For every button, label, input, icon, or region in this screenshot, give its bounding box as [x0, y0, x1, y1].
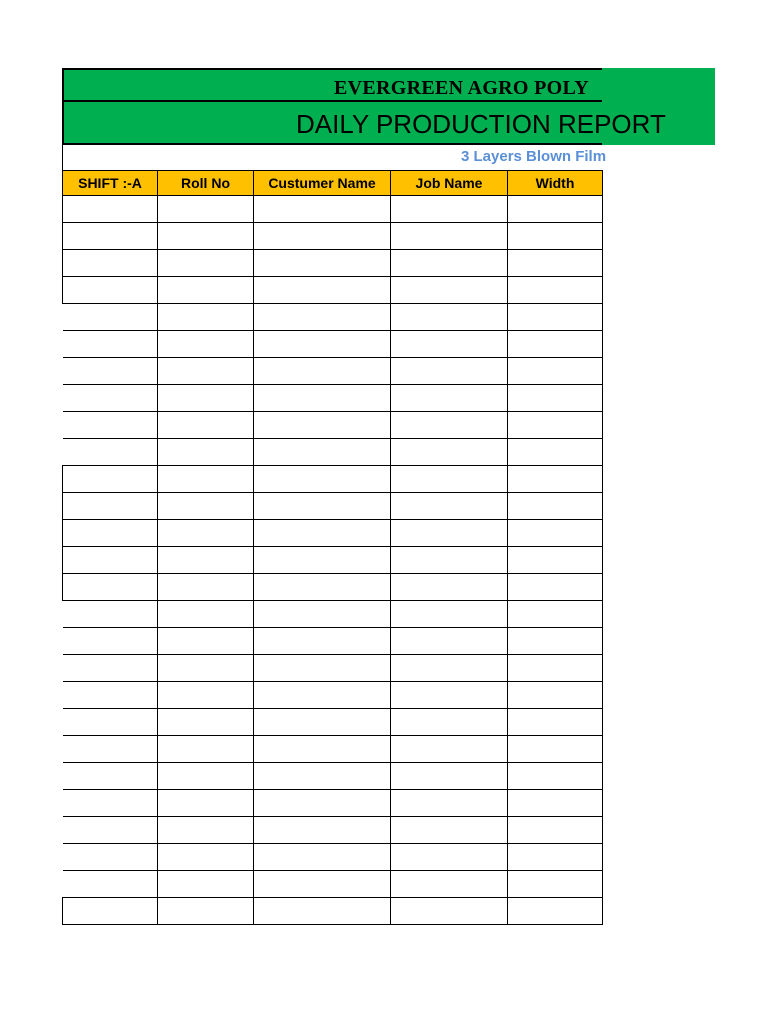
cell-width[interactable]	[508, 331, 603, 358]
col-header-width[interactable]: Width	[508, 171, 603, 196]
cell-job-name[interactable]	[391, 655, 508, 682]
cell-roll-no[interactable]	[158, 331, 254, 358]
col-header-job-name[interactable]: Job Name	[391, 171, 508, 196]
cell-roll-no[interactable]	[158, 547, 254, 574]
cell-roll-no[interactable]	[158, 601, 254, 628]
cell-customer-name[interactable]	[254, 358, 391, 385]
table-row	[63, 790, 603, 817]
cell-job-name[interactable]	[391, 196, 508, 223]
cell-roll-no[interactable]	[158, 655, 254, 682]
cell-width[interactable]	[508, 763, 603, 790]
cell-shift[interactable]	[63, 655, 158, 682]
cell-job-name[interactable]	[391, 547, 508, 574]
cell-width[interactable]	[508, 277, 603, 304]
cell-shift[interactable]	[63, 898, 158, 925]
cell-customer-name[interactable]	[254, 385, 391, 412]
cell-width[interactable]	[508, 682, 603, 709]
table-row	[63, 844, 603, 871]
cell-shift[interactable]	[63, 574, 158, 601]
cell-customer-name[interactable]	[254, 709, 391, 736]
table-row	[63, 304, 603, 331]
cell-width[interactable]	[508, 250, 603, 277]
cell-job-name[interactable]	[391, 277, 508, 304]
cell-roll-no[interactable]	[158, 358, 254, 385]
cell-job-name[interactable]	[391, 682, 508, 709]
cell-roll-no[interactable]	[158, 412, 254, 439]
cell-roll-no[interactable]	[158, 817, 254, 844]
table-header-row	[63, 171, 603, 196]
cell-customer-name[interactable]	[254, 331, 391, 358]
cell-job-name[interactable]	[391, 898, 508, 925]
cell-customer-name[interactable]	[254, 736, 391, 763]
cell-customer-name[interactable]	[254, 628, 391, 655]
cell-job-name[interactable]	[391, 439, 508, 466]
cell-width[interactable]	[508, 520, 603, 547]
cell-job-name[interactable]	[391, 520, 508, 547]
table-row	[63, 412, 603, 439]
cell-customer-name[interactable]	[254, 574, 391, 601]
cell-customer-name[interactable]	[254, 547, 391, 574]
cell-shift[interactable]	[63, 817, 158, 844]
cell-roll-no[interactable]	[158, 493, 254, 520]
cell-width[interactable]	[508, 385, 603, 412]
cell-roll-no[interactable]	[158, 223, 254, 250]
subtitle-cell[interactable]	[62, 145, 607, 170]
cell-width[interactable]	[508, 466, 603, 493]
cell-customer-name[interactable]	[254, 817, 391, 844]
cell-shift[interactable]	[63, 736, 158, 763]
cell-shift[interactable]	[63, 331, 158, 358]
cell-shift[interactable]	[63, 304, 158, 331]
cell-width[interactable]	[508, 628, 603, 655]
cell-width[interactable]	[508, 898, 603, 925]
cell-roll-no[interactable]	[158, 790, 254, 817]
cell-job-name[interactable]	[391, 763, 508, 790]
cell-customer-name[interactable]	[254, 493, 391, 520]
cell-customer-name[interactable]	[254, 898, 391, 925]
cell-shift[interactable]	[63, 709, 158, 736]
cell-roll-no[interactable]	[158, 466, 254, 493]
table-row	[63, 655, 603, 682]
cell-job-name[interactable]	[391, 223, 508, 250]
cell-width[interactable]	[508, 304, 603, 331]
cell-job-name[interactable]	[391, 574, 508, 601]
cell-width[interactable]	[508, 412, 603, 439]
cell-job-name[interactable]	[391, 817, 508, 844]
cell-shift[interactable]	[63, 358, 158, 385]
cell-customer-name[interactable]	[254, 871, 391, 898]
cell-roll-no[interactable]	[158, 736, 254, 763]
company-name: EVERGREEN AGRO POLY	[334, 77, 590, 99]
cell-customer-name[interactable]	[254, 790, 391, 817]
cell-shift[interactable]	[63, 844, 158, 871]
cell-roll-no[interactable]	[158, 250, 254, 277]
table-body	[63, 196, 603, 925]
col-header-shift[interactable]: SHIFT :-A	[63, 171, 158, 196]
cell-customer-name[interactable]	[254, 520, 391, 547]
cell-roll-no[interactable]	[158, 439, 254, 466]
table-row	[63, 736, 603, 763]
cell-width[interactable]	[508, 817, 603, 844]
cell-customer-name[interactable]	[254, 466, 391, 493]
cell-roll-no[interactable]	[158, 196, 254, 223]
table-row	[63, 277, 603, 304]
cell-shift[interactable]	[63, 763, 158, 790]
cell-shift[interactable]	[63, 493, 158, 520]
cell-job-name[interactable]	[391, 601, 508, 628]
cell-width[interactable]	[508, 574, 603, 601]
cell-shift[interactable]	[63, 385, 158, 412]
cell-width[interactable]	[508, 493, 603, 520]
table-row	[63, 250, 603, 277]
table-row	[63, 385, 603, 412]
report-subtitle: 3 Layers Blown Film	[461, 148, 607, 165]
table-row	[63, 574, 603, 601]
table-row	[63, 493, 603, 520]
cell-shift[interactable]	[63, 520, 158, 547]
table-row	[63, 466, 603, 493]
table-row	[63, 331, 603, 358]
cell-roll-no[interactable]	[158, 385, 254, 412]
cell-job-name[interactable]	[391, 628, 508, 655]
cell-job-name[interactable]	[391, 358, 508, 385]
table-row	[63, 547, 603, 574]
cell-roll-no[interactable]	[158, 574, 254, 601]
cell-customer-name[interactable]	[254, 655, 391, 682]
cell-shift[interactable]	[63, 547, 158, 574]
table-row	[63, 682, 603, 709]
cell-customer-name[interactable]	[254, 277, 391, 304]
table-row	[63, 871, 603, 898]
production-table	[62, 170, 603, 925]
cell-shift[interactable]	[63, 412, 158, 439]
cell-roll-no[interactable]	[158, 871, 254, 898]
cell-job-name[interactable]	[391, 493, 508, 520]
cell-job-name[interactable]	[391, 790, 508, 817]
cell-job-name[interactable]	[391, 871, 508, 898]
cell-roll-no[interactable]	[158, 898, 254, 925]
cell-width[interactable]	[508, 601, 603, 628]
cell-shift[interactable]	[63, 790, 158, 817]
table-row	[63, 763, 603, 790]
table-row	[63, 817, 603, 844]
cell-job-name[interactable]	[391, 304, 508, 331]
cell-customer-name[interactable]	[254, 196, 391, 223]
cell-shift[interactable]	[63, 223, 158, 250]
cell-customer-name[interactable]	[254, 304, 391, 331]
cell-roll-no[interactable]	[158, 628, 254, 655]
cell-width[interactable]	[508, 790, 603, 817]
cell-shift[interactable]	[63, 439, 158, 466]
cell-width[interactable]	[508, 736, 603, 763]
table-row	[63, 196, 603, 223]
cell-roll-no[interactable]	[158, 520, 254, 547]
company-name-cell[interactable]	[62, 68, 602, 102]
cell-roll-no[interactable]	[158, 682, 254, 709]
cell-customer-name[interactable]	[254, 601, 391, 628]
cell-shift[interactable]	[63, 628, 158, 655]
cell-width[interactable]	[508, 223, 603, 250]
cell-customer-name[interactable]	[254, 763, 391, 790]
cell-customer-name[interactable]	[254, 223, 391, 250]
cell-width[interactable]	[508, 709, 603, 736]
cell-job-name[interactable]	[391, 385, 508, 412]
cell-shift[interactable]	[63, 682, 158, 709]
cell-width[interactable]	[508, 547, 603, 574]
report-title-cell[interactable]	[62, 102, 666, 145]
table-row	[63, 709, 603, 736]
cell-job-name[interactable]	[391, 250, 508, 277]
cell-shift[interactable]	[63, 196, 158, 223]
cell-customer-name[interactable]	[254, 439, 391, 466]
table-row	[63, 601, 603, 628]
cell-customer-name[interactable]	[254, 412, 391, 439]
table-row	[63, 898, 603, 925]
cell-job-name[interactable]	[391, 844, 508, 871]
cell-job-name[interactable]	[391, 709, 508, 736]
table-row	[63, 358, 603, 385]
cell-roll-no[interactable]	[158, 709, 254, 736]
table-row	[63, 520, 603, 547]
cell-customer-name[interactable]	[254, 250, 391, 277]
cell-roll-no[interactable]	[158, 277, 254, 304]
cell-shift[interactable]	[63, 277, 158, 304]
table-row	[63, 439, 603, 466]
cell-shift[interactable]	[63, 466, 158, 493]
col-header-roll-no[interactable]: Roll No	[158, 171, 254, 196]
table-row	[63, 628, 603, 655]
report-title: DAILY PRODUCTION REPORT	[296, 109, 666, 139]
cell-shift[interactable]	[63, 871, 158, 898]
cell-customer-name[interactable]	[254, 682, 391, 709]
cell-customer-name[interactable]	[254, 844, 391, 871]
cell-job-name[interactable]	[391, 736, 508, 763]
cell-width[interactable]	[508, 871, 603, 898]
cell-width[interactable]	[508, 358, 603, 385]
cell-width[interactable]	[508, 439, 603, 466]
cell-width[interactable]	[508, 844, 603, 871]
cell-job-name[interactable]	[391, 466, 508, 493]
cell-job-name[interactable]	[391, 412, 508, 439]
col-header-customer-name[interactable]: Custumer Name	[254, 171, 391, 196]
cell-width[interactable]	[508, 655, 603, 682]
cell-roll-no[interactable]	[158, 304, 254, 331]
cell-roll-no[interactable]	[158, 763, 254, 790]
table-row	[63, 223, 603, 250]
cell-roll-no[interactable]	[158, 844, 254, 871]
cell-width[interactable]	[508, 196, 603, 223]
cell-shift[interactable]	[63, 601, 158, 628]
cell-job-name[interactable]	[391, 331, 508, 358]
cell-shift[interactable]	[63, 250, 158, 277]
